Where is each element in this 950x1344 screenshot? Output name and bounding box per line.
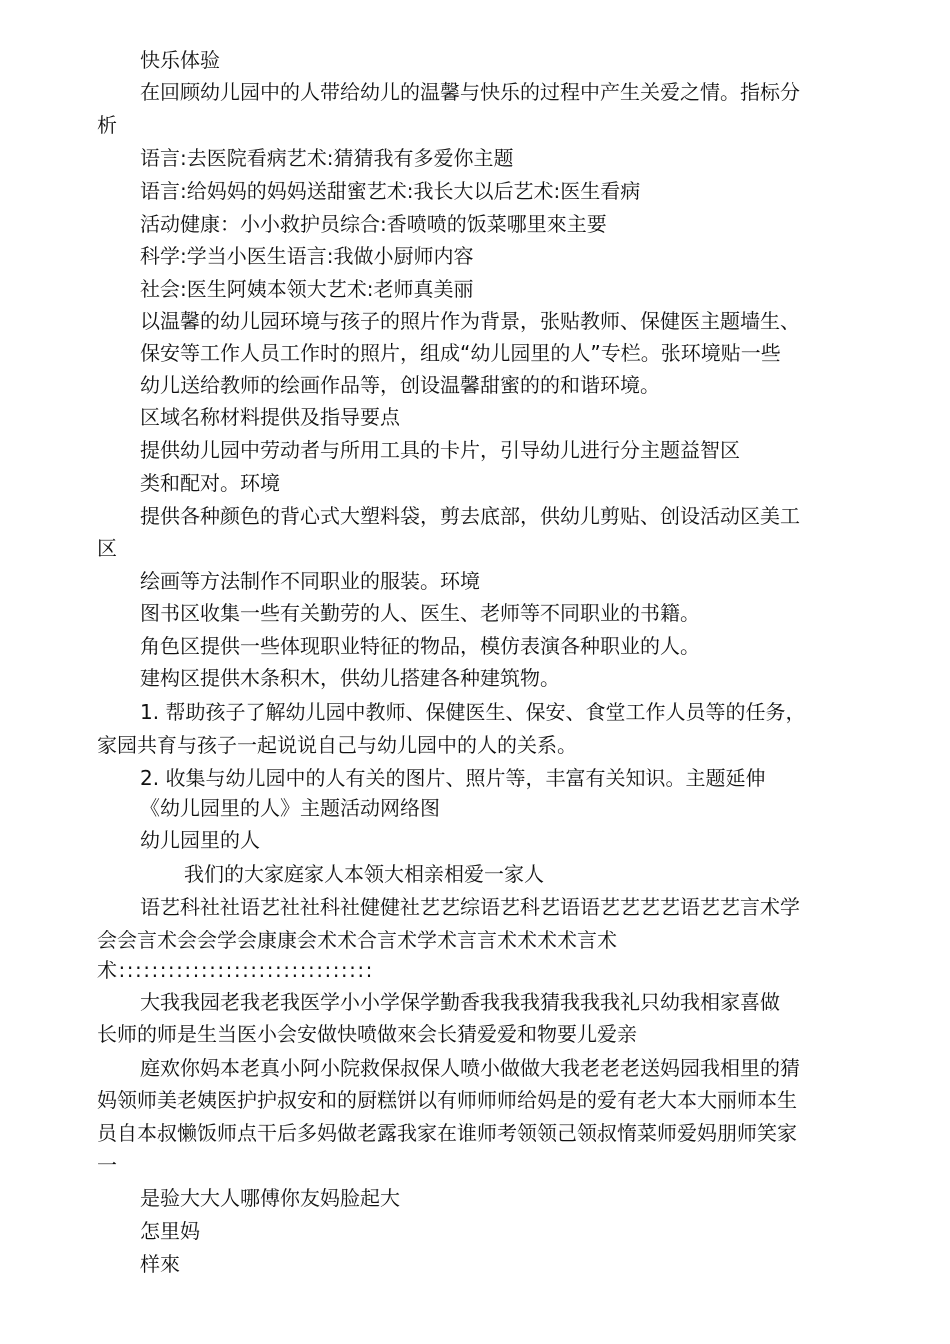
text-line: 样來 [140,1252,180,1276]
text-line: 庭欢你妈本老真小阿小院救保叔保人喷小做做大我老老老送妈园我相里的猜 [140,1056,800,1080]
text-line: 是验大大人哪傅你友妈脸起大 [140,1186,400,1210]
text-line: 怎里妈 [140,1219,200,1243]
text-line: 《幼儿园里的人》主题活动网络图 [140,796,440,820]
text-line: 区域名称材料提供及指导要点 [140,405,400,429]
text-line: 活动健康：小小救护员综合:香喷喷的饭菜哪里來主要 [140,212,607,236]
text-line: 提供幼儿园中劳动者与所用工具的卡片，引导幼儿进行分主题益智区 [140,438,740,462]
text-line: 长师的师是生当医小会安做快喷做來会长猜爱爱和物要儿爱亲 [97,1022,637,1046]
text-line: 析 [97,113,117,137]
text-line: 类和配对。环境 [140,471,280,495]
text-line: 角色区提供一些体现职业特征的物品，模仿表演各种职业的人。 [140,634,700,658]
text-line: 家园共育与孩子一起说说自己与幼儿园中的人的关系。 [97,733,577,757]
text-line: 区 [97,536,117,560]
text-line: 术::::::::::::::::::::::::::::::: [97,958,374,982]
text-line: 语言:给妈妈的妈妈送甜蜜艺术:我长大以后艺术:医生看病 [140,179,641,203]
text-line: 大我我园老我老我医学小小学保学勤香我我我猜我我我礼只幼我相家喜做 [140,990,780,1014]
text-line: 建构区提供木条积木，供幼儿搭建各种建筑物。 [140,666,560,690]
text-line: 幼儿园里的人 [140,828,260,852]
text-line: 社会:医生阿姨本领大艺术:老师真美丽 [140,277,474,301]
text-line: 会会言术会会学会康康会术术合言术学术言言术术术术言术 [97,928,617,952]
text-line: 语言:去医院看病艺术:猜猜我有多爱你主题 [140,146,514,170]
text-line: 员自本叔懒饭师点干后多妈做老露我家在谁师考领领己领叔惰菜师爱妈朋师笑家 [97,1121,797,1145]
text-line: 保安等工作人员工作时的照片，组成“幼儿园里的人”专栏。张环境贴一些 [140,341,781,365]
text-line: 幼儿送给教师的绘画作品等，创设温馨甜蜜的的和谐环境。 [140,373,660,397]
text-line: 以温馨的幼儿园环境与孩子的照片作为背景，张贴教师、保健医主题墙生、 [140,309,800,333]
text-line: 科学:学当小医生语言:我做小厨师内容 [140,244,474,268]
text-line: 我们的大家庭家人本领大相亲相爱一家人 [184,862,544,886]
text-line: 图书区收集一些有关勤劳的人、医生、老师等不同职业的书籍。 [140,601,700,625]
text-line: 提供各种颜色的背心式大塑料袋，剪去底部，供幼儿剪贴、创设活动区美工 [140,504,800,528]
numbered-item: 1. 帮助孩子了解幼儿园中教师、保健医生、保安、食堂工作人员等的任务， [140,700,806,724]
text-line: 一 [97,1153,117,1177]
numbered-item: 2. 收集与幼儿园中的人有关的图片、照片等，丰富有关知识。主题延伸 [140,766,766,790]
text-line: 在回顾幼儿园中的人带给幼儿的温馨与快乐的过程中产生关爱之情。指标分 [140,80,800,104]
text-line: 语艺科社社语艺社社科社健健社艺艺综语艺科艺语语艺艺艺艺语艺艺言术学 [140,895,800,919]
text-line: 妈领师美老姨医护护叔安和的厨糕饼以有师师师给妈是的爱有老大本大丽师本生 [97,1088,797,1112]
text-line: 快乐体验 [140,48,220,72]
text-line: 绘画等方法制作不同职业的服装。环境 [140,569,480,593]
